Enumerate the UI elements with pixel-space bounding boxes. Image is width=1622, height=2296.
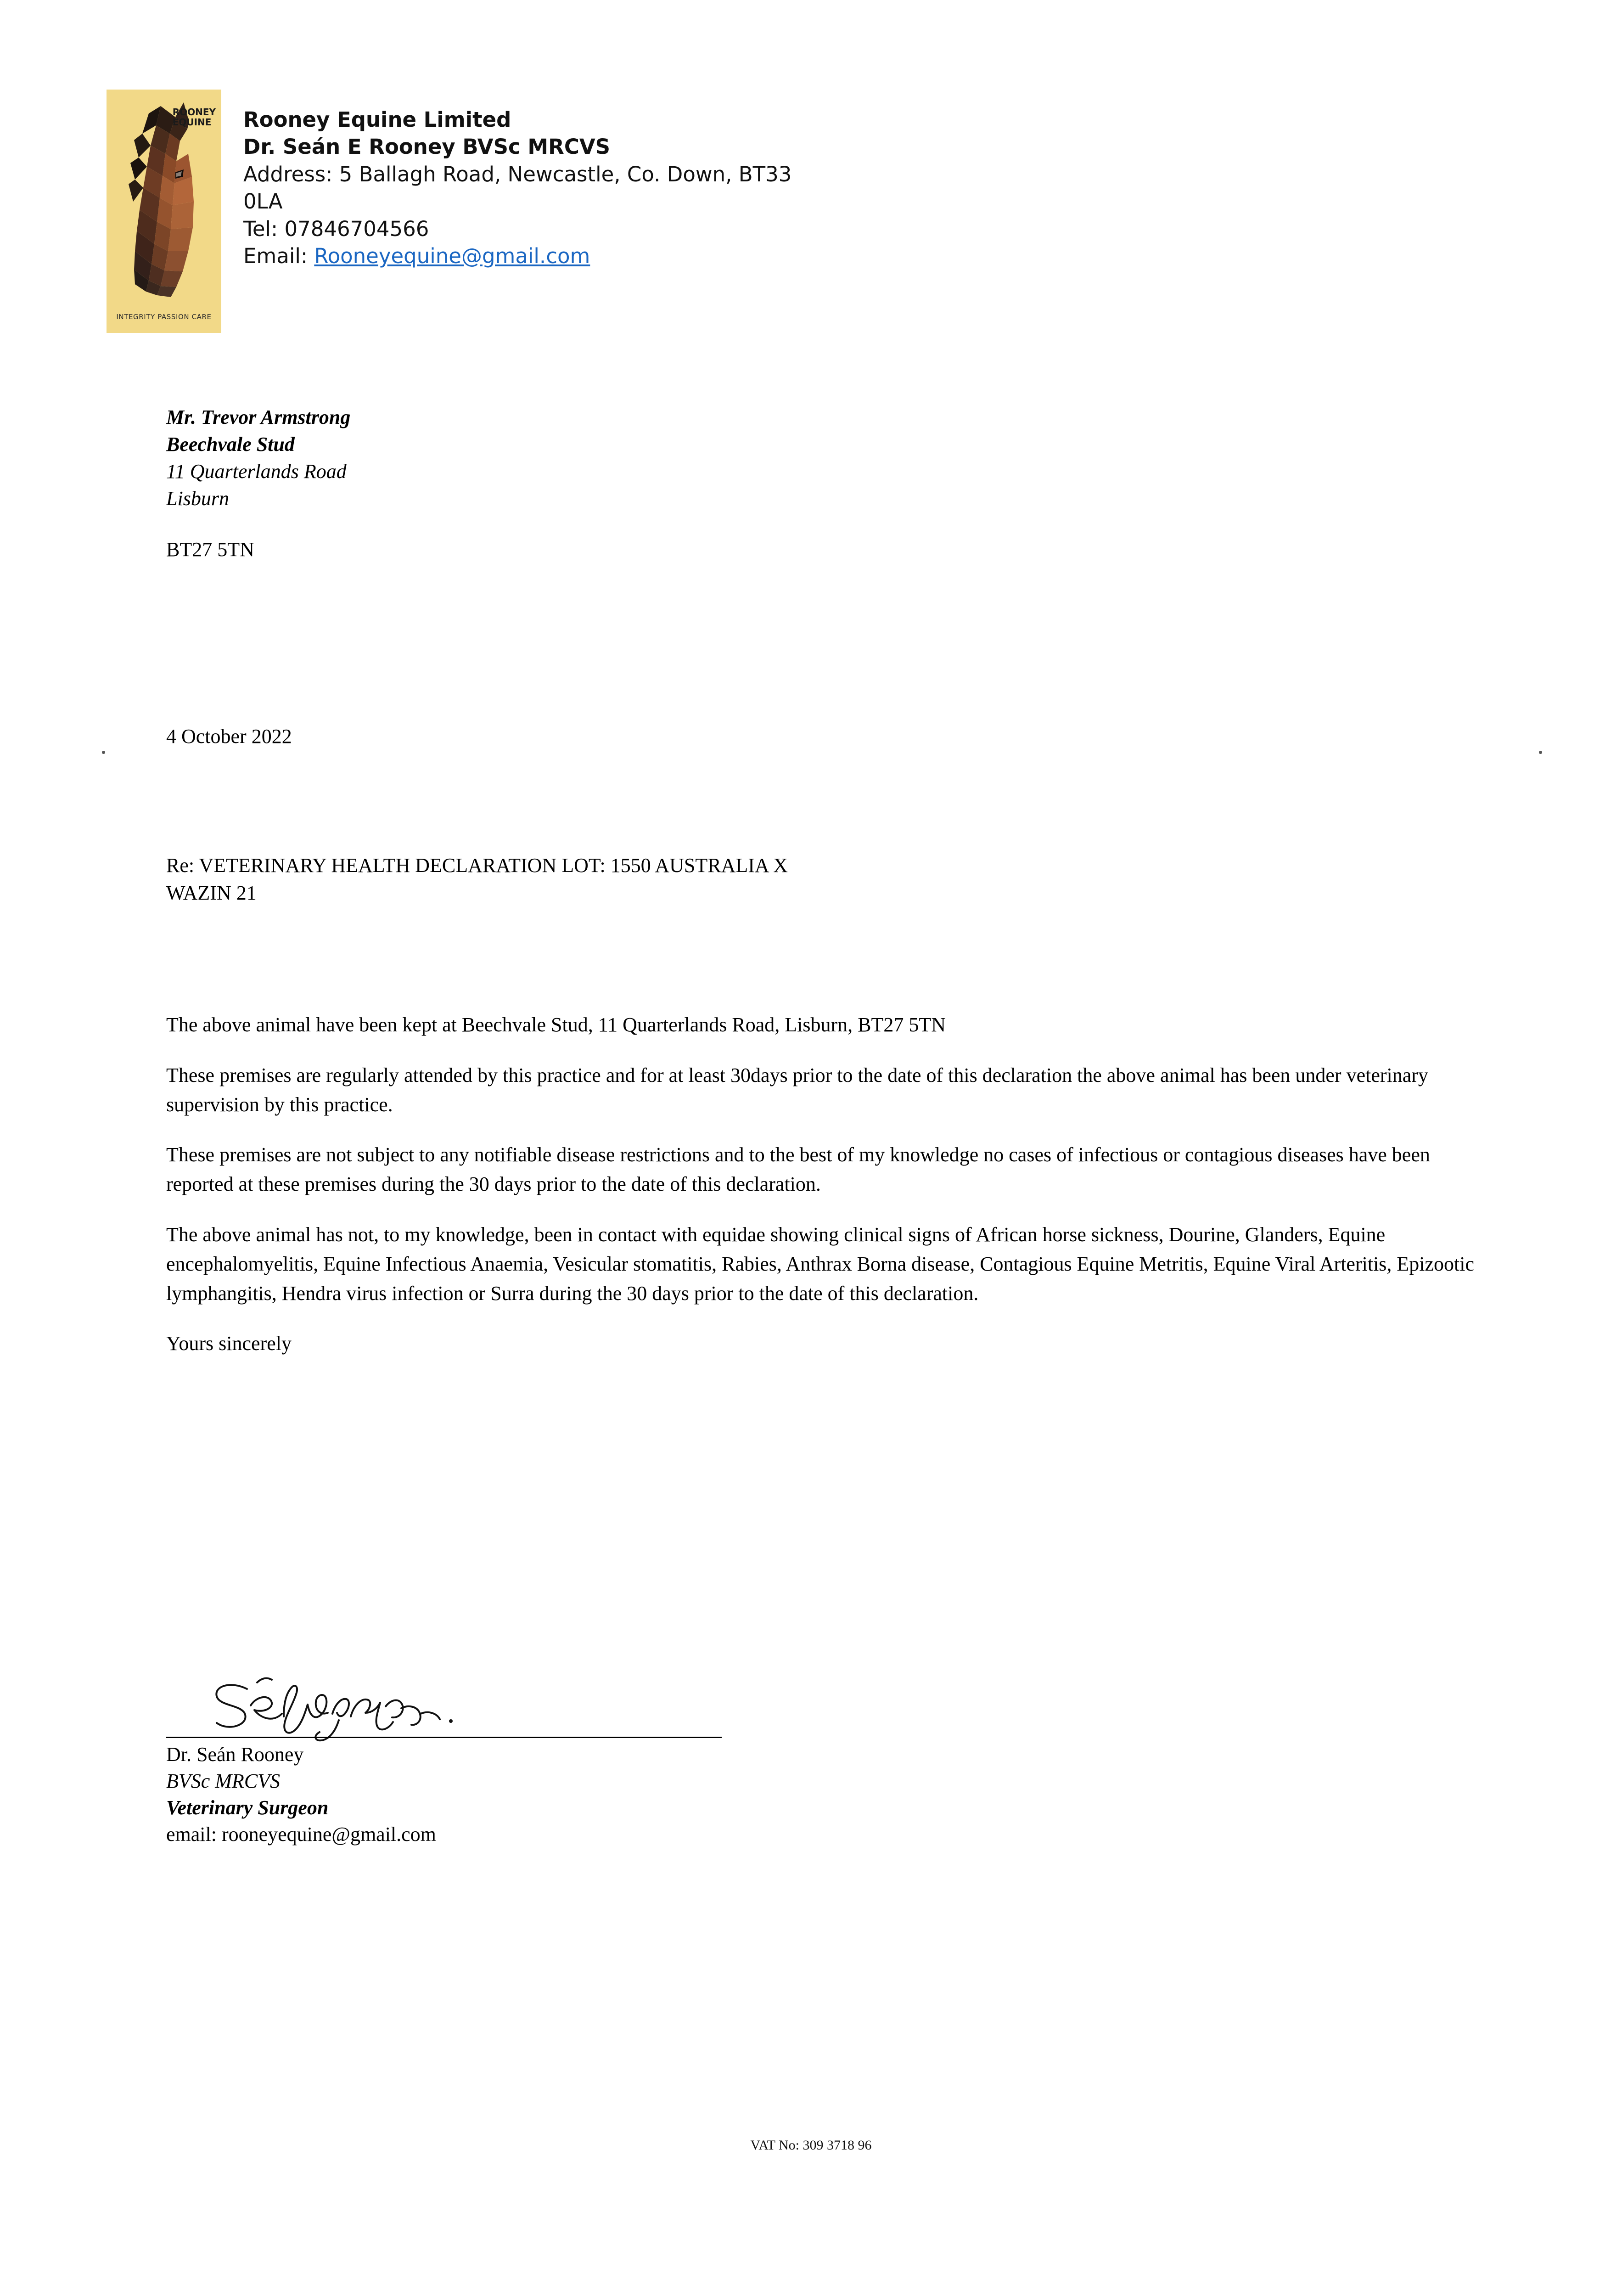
body-paragraph-1: The above animal have been kept at Beechvale Stud, 11 Quarterlands Road, Lisburn, BT27 5TN	[166, 1013, 946, 1036]
recipient-postcode: BT27 5TN	[166, 538, 254, 561]
recipient-name: Mr. Trevor Armstrong	[166, 406, 351, 428]
body-paragraph-2: These premises are regularly attended by this practice and for at least 30days prior to the date of this declaration the above animal has been under veterinary supervision by this practice.	[166, 1064, 1428, 1116]
letterhead	[107, 90, 791, 333]
address-line-1: Address: 5 Ballagh Road, Newcastle, Co. Down, BT33	[243, 162, 792, 186]
page-footer	[0, 2138, 1622, 2153]
email-link[interactable]: Rooneyequine@gmail.com	[314, 243, 590, 268]
logo-tagline: INTEGRITY PASSION CARE	[116, 313, 212, 321]
letter-date: 4 October 2022	[166, 725, 292, 748]
signatory-email: email: rooneyequine@gmail.com	[166, 1823, 436, 1846]
body-closing: Yours sincerely	[166, 1332, 292, 1355]
address-line-2: 0LA	[243, 189, 283, 214]
recipient-farm: Beechvale Stud	[166, 433, 295, 456]
page-margin-mark-left	[102, 751, 105, 754]
telephone: Tel: 07846704566	[243, 216, 429, 241]
recipient-street: 11 Quarterlands Road	[166, 460, 347, 483]
letterhead-text	[243, 90, 791, 270]
recipient-town: Lisburn	[166, 487, 229, 510]
logo-text-rooney: ROONEY	[172, 107, 216, 118]
subject-line-1: Re: VETERINARY HEALTH DECLARATION LOT: 1550 AUSTRALIA X	[166, 854, 788, 877]
signatory-name: Dr. Seán Rooney	[166, 1743, 304, 1766]
body-paragraph-3: These premises are not subject to any notifiable disease restrictions and to the best of my knowledge no cases of infectious or contagious diseases have been reported at these premises during the 30 days prior to the date of this declaration.	[166, 1143, 1430, 1196]
subject-line-2: WAZIN 21	[166, 881, 257, 904]
vat-number: VAT No: 309 3718 96	[750, 2138, 872, 2153]
page-margin-mark-right	[1539, 751, 1542, 754]
company-name: Rooney Equine Limited	[243, 107, 511, 132]
email-label: Email:	[243, 243, 314, 268]
signatory-title: Veterinary Surgeon	[166, 1796, 329, 1819]
signature-rule	[166, 1737, 722, 1738]
logo-text-equine: EQUINE	[172, 117, 212, 128]
signature-details	[166, 1741, 436, 1848]
letter-body	[166, 1010, 1493, 1379]
email-line	[243, 242, 791, 270]
vet-name: Dr. Seán E Rooney BVSc MRCVS	[243, 135, 611, 159]
handwritten-signature-icon	[203, 1662, 616, 1754]
body-paragraph-4: The above animal has not, to my knowledge, been in contact with equidae showing clinical signs of African horse sickness, Dourine, Glanders, Equine encephalomyelitis, Equine Infectious Anaemia, Vesicular stomatitis, Rabies, Anthrax Borna disease, Contagious Equine Metritis, Equine Viral Arteritis, Epizootic lymphangitis, Hendra virus infection or Surra during the 30 days prior to the date of this declaration.	[166, 1223, 1475, 1305]
subject-line	[166, 852, 1406, 907]
signatory-qualification: BVSc MRCVS	[166, 1770, 281, 1793]
rooney-equine-logo	[107, 90, 221, 333]
recipient-address-block	[166, 404, 350, 563]
